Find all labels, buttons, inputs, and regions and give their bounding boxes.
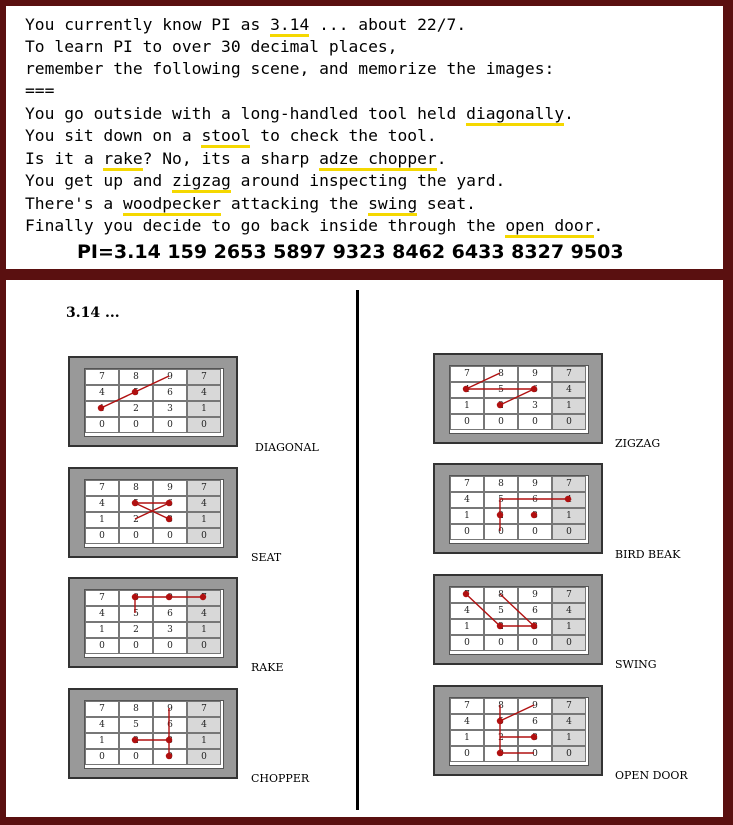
keypad-key: 7 [450,476,484,492]
pattern-overlay [449,586,587,653]
keypad-key: 1 [552,508,586,524]
keypad-swing [433,574,603,665]
pattern-dot [497,750,503,756]
keypad-key: 2 [484,730,518,746]
keypad-key: 7 [85,480,119,496]
keypad-key: 0 [552,635,586,651]
keypad-key: 4 [187,606,221,622]
keypad-key: 1 [187,512,221,528]
keypad-key: 4 [85,385,119,401]
keypad-chopper [68,688,238,779]
keypad-key: 8 [119,369,153,385]
pattern-overlay [84,368,222,435]
keypad-key: 6 [153,606,187,622]
keypad-key: 7 [85,590,119,606]
pattern-dot [565,496,571,502]
intro-line: To learn PI to over 30 decimal places, [25,37,398,56]
pattern-overlay [84,589,222,656]
keypad-key: 0 [85,749,119,765]
keypad-key: 0 [450,524,484,540]
keypad-label: SEAT [251,551,282,564]
keypad-key: 4 [552,382,586,398]
pattern-dot [531,623,537,629]
keypad-key: 7 [85,701,119,717]
pattern-overlay [449,697,587,764]
keypad-label: SWING [615,658,657,671]
intro-line: There's a woodpecker attacking the swing seat. [25,194,476,214]
keypad-key: 0 [484,524,518,540]
keypad-key: 4 [187,496,221,512]
keypad-key: 0 [153,417,187,433]
keypad-key: 0 [85,528,119,544]
keypad-key: 4 [552,714,586,730]
pattern-overlay [449,365,587,432]
keypad-seat [68,467,238,558]
keypad-key: 9 [153,369,187,385]
keypad-key: 1 [450,619,484,635]
keypad-key: 8 [484,587,518,603]
highlighted-keyword: rake [103,149,142,171]
highlighted-keyword: open door [505,216,593,238]
keypad-panel [6,280,723,817]
keypad-key: 2 [119,622,153,638]
keypad-key: 1 [552,398,586,414]
keypad-key: 1 [552,730,586,746]
keypad-key: 7 [552,476,586,492]
keypad-key: 6 [153,385,187,401]
intro-line: remember the following scene, and memorize the images: [25,59,555,78]
keypad-key: 0 [552,524,586,540]
keypad-key: 9 [518,366,552,382]
keypad-key: 0 [85,638,119,654]
pattern-overlay [449,475,587,542]
keypad-label: OPEN DOOR [615,769,688,782]
intro-line: === [25,81,55,100]
pattern-stroke [466,373,500,389]
keypad-key: 0 [187,749,221,765]
highlighted-keyword: swing [368,194,417,216]
pattern-dot [166,516,172,522]
keypad-key: 9 [153,701,187,717]
intro-line: You go outside with a long-handled tool held diagonally. [25,104,574,124]
pattern-dot [200,594,206,600]
pattern-dot [166,737,172,743]
keypad-key: 6 [518,714,552,730]
pattern-stroke [500,594,534,626]
keypad-key: 1 [187,733,221,749]
keypad-open-door [433,685,603,776]
pattern-dot [497,718,503,724]
keypad-label: CHOPPER [251,772,310,785]
keypad-key: 1 [85,512,119,528]
keypad-key: 9 [153,480,187,496]
pattern-dot [166,594,172,600]
keypad-key: 6 [518,492,552,508]
keypad-key: 8 [484,698,518,714]
intro-line: You currently know PI as 3.14 ... about 22/7. [25,15,466,35]
start-label: 3.14 ... [66,305,120,321]
keypad-key: 7 [187,480,221,496]
pattern-overlay [84,479,222,546]
highlighted-keyword: woodpecker [123,194,221,216]
keypad-key: 7 [450,698,484,714]
keypad-key: 0 [119,417,153,433]
highlighted-keyword: stool [201,126,250,148]
pattern-dot [98,405,104,411]
keypad-key: 0 [552,746,586,762]
pattern-stroke [466,594,534,626]
keypad-zigzag [433,353,603,444]
keypad-key: 9 [518,698,552,714]
highlighted-keyword: adze chopper [319,149,437,171]
keypad-key: 7 [85,369,119,385]
keypad-key: 7 [552,587,586,603]
keypad-key: 0 [484,635,518,651]
keypad-key: 0 [484,414,518,430]
intro-line: Is it a rake? No, its a sharp adze chopper. [25,149,447,169]
keypad-key: 4 [85,496,119,512]
keypad-key: 4 [450,603,484,619]
keypad-key: 2 [119,512,153,528]
keypad-key: 1 [85,622,119,638]
keypad-bird-beak [433,463,603,554]
keypad-key: 4 [187,385,221,401]
keypad-key: 5 [484,382,518,398]
pattern-dot [132,737,138,743]
keypad-key: 1 [187,622,221,638]
pattern-dot [497,623,503,629]
keypad-key: 0 [552,414,586,430]
keypad-key: 9 [518,587,552,603]
keypad-key: 0 [119,749,153,765]
keypad-key: 4 [85,717,119,733]
highlighted-keyword: zigzag [172,171,231,193]
pattern-dot [531,734,537,740]
keypad-key: 0 [518,414,552,430]
keypad-key: 1 [552,619,586,635]
pattern-dot [132,500,138,506]
keypad-diagonal [68,356,238,447]
intro-line: You sit down on a stool to check the tool. [25,126,437,146]
keypad-key: 0 [518,635,552,651]
keypad-label: RAKE [251,661,284,674]
keypad-key: 6 [518,603,552,619]
keypad-key: 3 [518,398,552,414]
keypad-key: 1 [187,401,221,417]
keypad-key: 8 [484,476,518,492]
pattern-dot [166,753,172,759]
pattern-dot [531,386,537,392]
pattern-dot [463,386,469,392]
keypad-key: 0 [119,638,153,654]
keypad-key: 0 [450,635,484,651]
keypad-key: 1 [450,508,484,524]
keypad-key: 4 [85,606,119,622]
keypad-key: 5 [484,492,518,508]
keypad-key: 4 [450,714,484,730]
keypad-key: 7 [450,366,484,382]
keypad-key: 0 [518,746,552,762]
keypad-label: DIAGONAL [255,441,319,454]
keypad-key: 6 [153,717,187,733]
keypad-label: BIRD BEAK [615,548,681,561]
keypad-key: 8 [119,701,153,717]
keypad-key: 0 [450,414,484,430]
keypad-key: 2 [119,401,153,417]
keypad-key: 0 [153,528,187,544]
keypad-key: 4 [450,492,484,508]
keypad-key: 9 [518,476,552,492]
intro-line: You get up and zigzag around inspecting the yard. [25,171,505,191]
keypad-rake [68,577,238,668]
pattern-dot [463,591,469,597]
keypad-key: 1 [450,398,484,414]
keypad-key: 0 [85,417,119,433]
text-panel [6,6,723,269]
pattern-dot [166,500,172,506]
highlighted-keyword: diagonally [466,104,564,126]
keypad-key: 0 [187,528,221,544]
column-divider [356,290,359,810]
pattern-overlay [84,700,222,767]
keypad-key: 4 [187,717,221,733]
keypad-key: 8 [119,480,153,496]
pattern-dot [531,512,537,518]
keypad-key: 3 [153,401,187,417]
keypad-key: 8 [484,366,518,382]
keypad-key: 0 [187,638,221,654]
intro-line: Finally you decide to go back inside through the open door. [25,216,603,236]
pattern-stroke [500,705,534,721]
keypad-key: 5 [119,606,153,622]
pattern-stroke [500,705,534,753]
keypad-key: 7 [187,701,221,717]
keypad-key: 0 [153,638,187,654]
keypad-label: ZIGZAG [615,437,661,450]
keypad-key: 7 [552,698,586,714]
keypad-key: 3 [153,622,187,638]
pattern-dot [497,512,503,518]
keypad-key: 0 [450,746,484,762]
keypad-key: 7 [187,369,221,385]
keypad-key: 5 [484,603,518,619]
keypad-key: 1 [450,730,484,746]
pattern-dot [497,402,503,408]
keypad-key: 5 [119,717,153,733]
keypad-key: 0 [119,528,153,544]
highlighted-keyword: 3.14 [270,15,309,37]
pattern-dot [132,389,138,395]
pattern-dot [132,594,138,600]
keypad-key: 1 [85,733,119,749]
keypad-key: 7 [552,366,586,382]
pi-digits-line: PI=3.14 159 2653 5897 9323 8462 6433 8327 9503 [77,241,624,263]
keypad-key: 0 [187,417,221,433]
keypad-key: 0 [518,524,552,540]
keypad-key: 4 [552,603,586,619]
